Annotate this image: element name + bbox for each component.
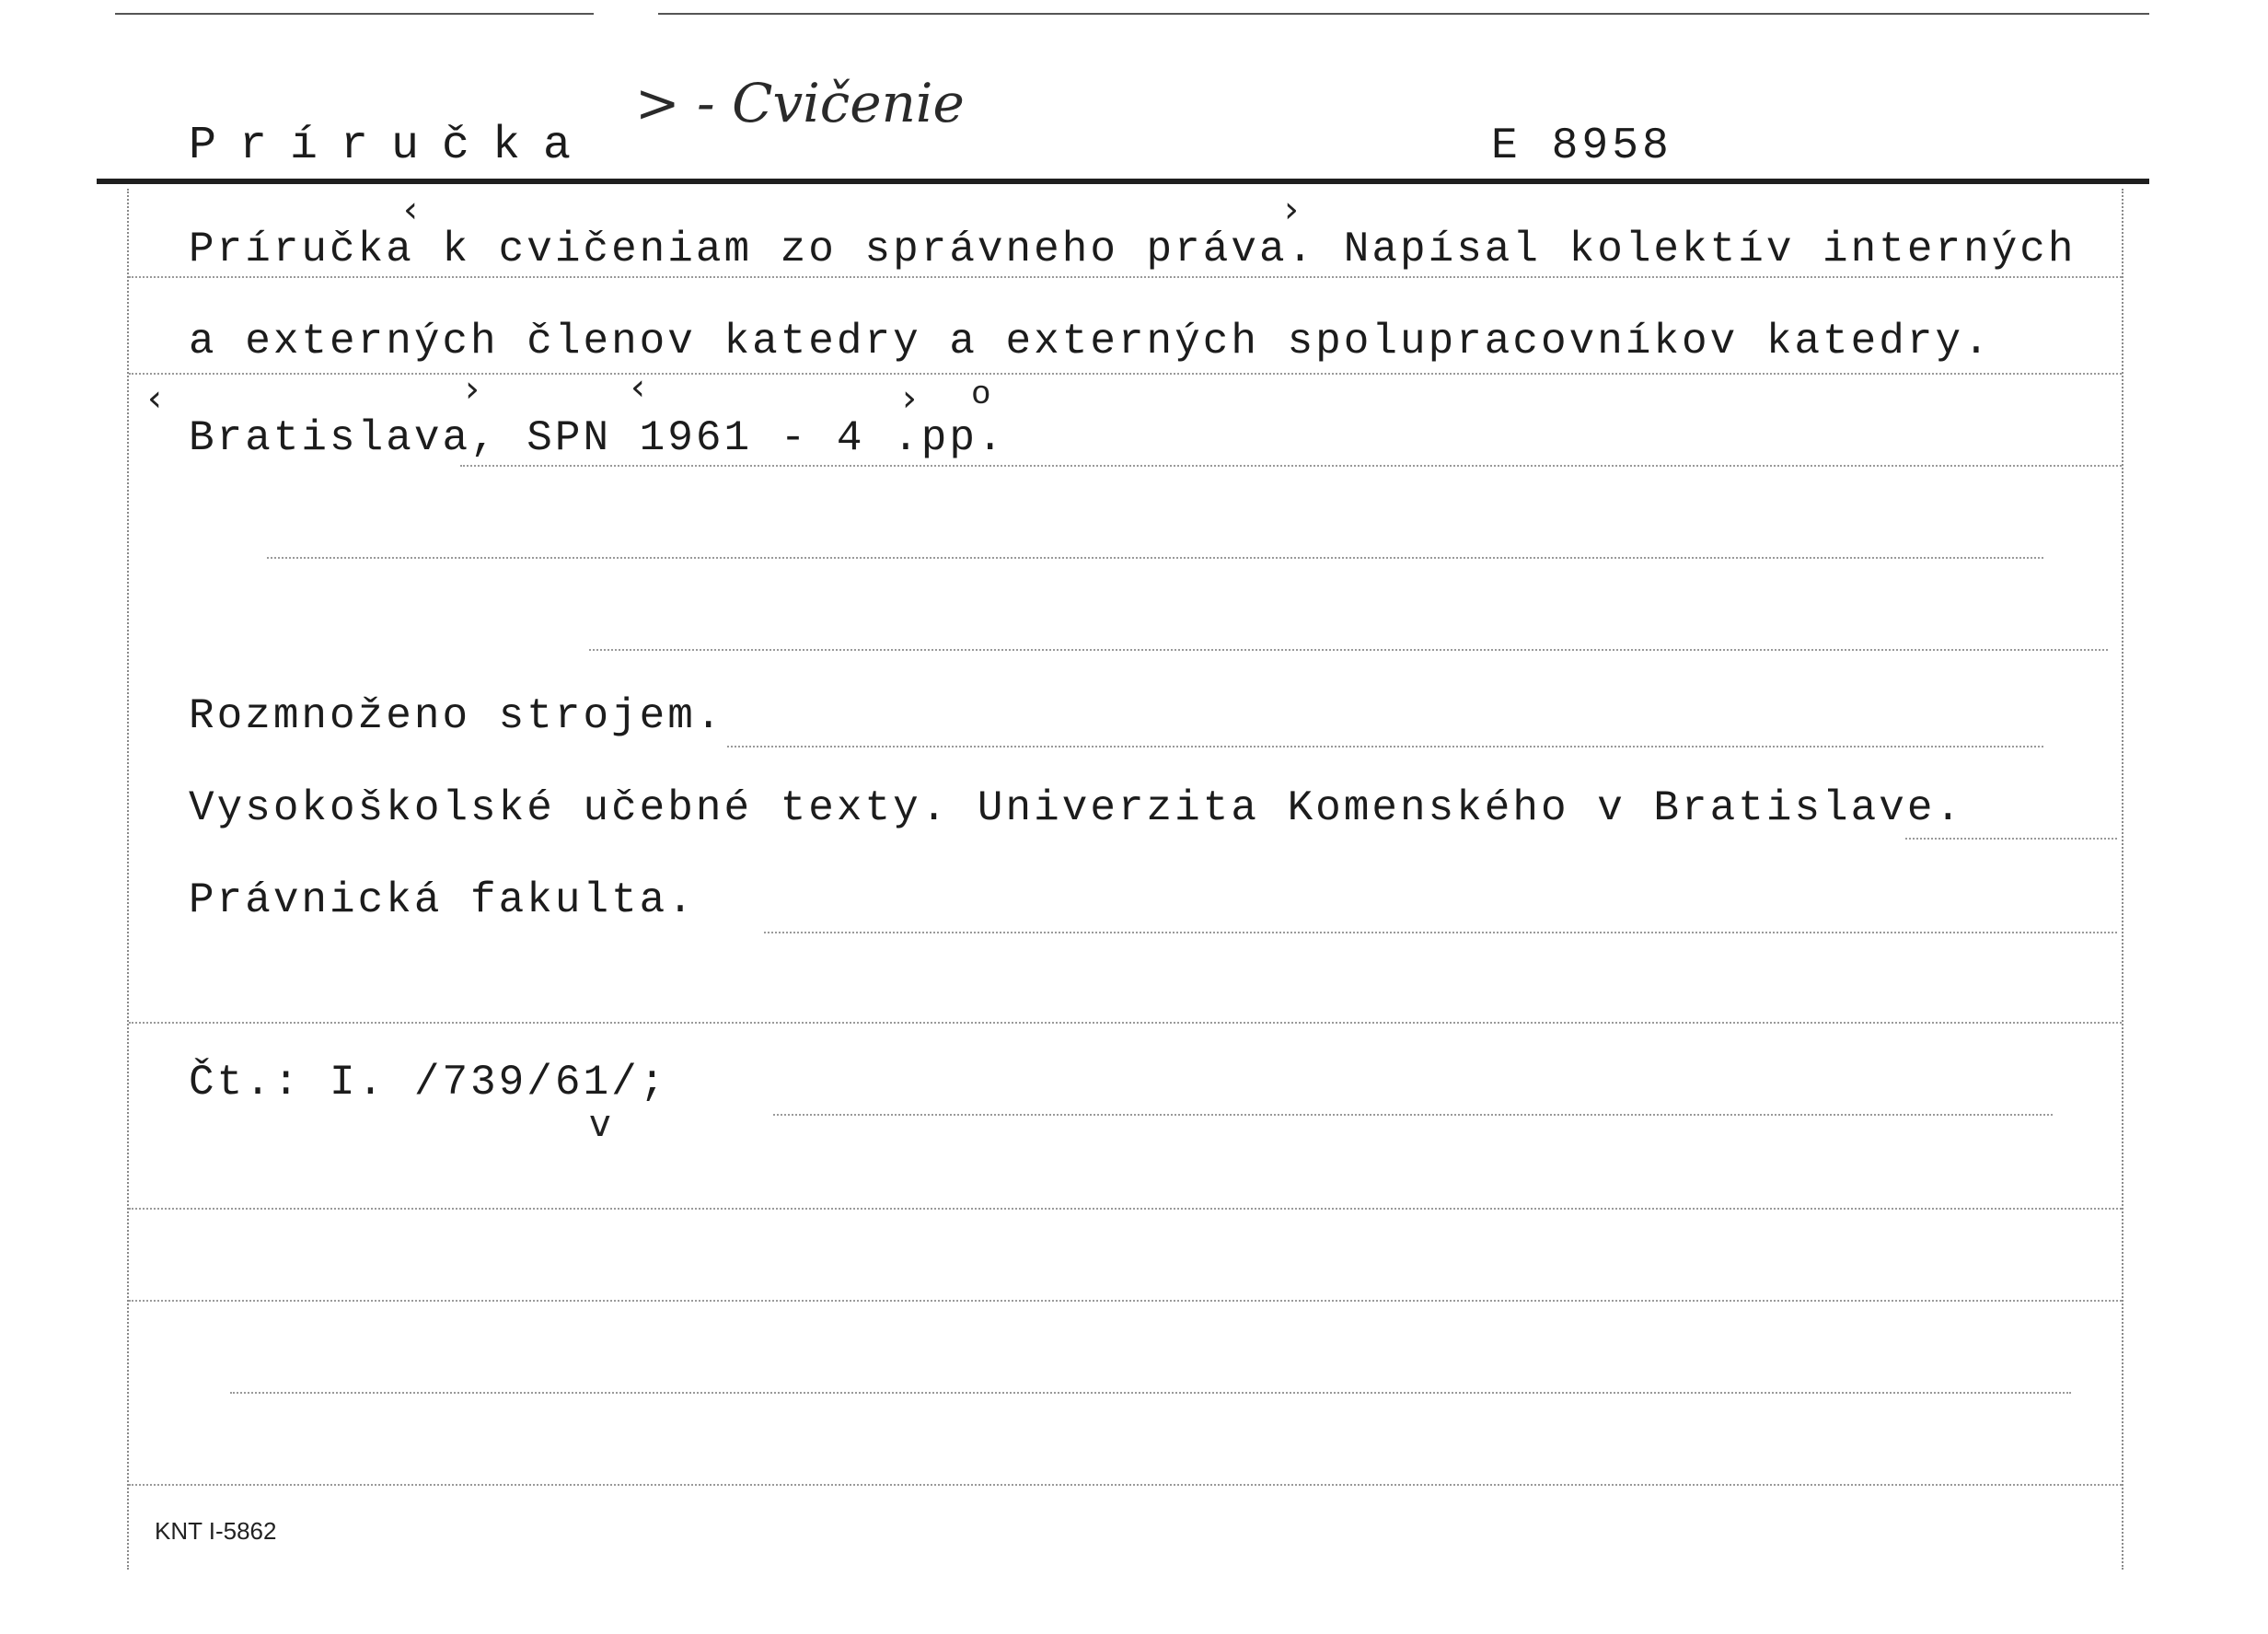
imprint-line: Bratislava, SPN 1961 - 4 .pp. (189, 414, 1006, 462)
dotted-rule (267, 557, 2043, 559)
card-heading: Príručka (189, 120, 595, 172)
dotted-rule (727, 746, 2043, 747)
dotted-rule (129, 1484, 2122, 1486)
top-rule-left (115, 13, 594, 15)
top-rule-right (658, 13, 2149, 15)
close-bracket-mark: › (1284, 189, 1299, 231)
dotted-rule (773, 1114, 2053, 1116)
reading-room-line: Čt.: I. /739/61/; (189, 1059, 668, 1107)
bracket-marker-2: ‹ (631, 366, 645, 409)
bracket-marker-3: › (902, 377, 917, 420)
check-mark: v (589, 1103, 611, 1145)
format-superscript: o (971, 376, 991, 413)
dotted-rule (1905, 838, 2117, 840)
dotted-rule (129, 1022, 2122, 1024)
dotted-rule (230, 1392, 2071, 1394)
left-marker: ‹ (147, 377, 162, 420)
note-line-reproduction: Rozmnoženo strojem. (189, 692, 724, 740)
call-number: E 8958 (1491, 122, 1672, 171)
dotted-rule (129, 1208, 2122, 1210)
handwritten-annotation: > - Cvičenie (635, 72, 965, 134)
dotted-rule (460, 465, 2122, 467)
description-line-1: Príručka k cvičeniam zo správneho práva. Napísal kolektív interných (189, 226, 2077, 273)
dotted-rule (129, 276, 2122, 278)
footer-code: KNT I-5862 (155, 1517, 277, 1545)
mid-marker: › (465, 368, 480, 411)
open-bracket-mark: ‹ (403, 189, 418, 231)
dotted-rule (129, 1300, 2122, 1302)
dotted-rule (764, 932, 2117, 933)
series-line-2: Právnická fakulta. (189, 876, 696, 924)
description-line-2: a externých členov katedry a externých spolupracovníkov katedry. (189, 318, 1992, 365)
right-margin-rule (2122, 189, 2123, 1570)
left-margin-rule (127, 189, 129, 1570)
heading-rule (97, 179, 2149, 184)
dotted-rule (589, 649, 2108, 651)
series-line-1: Vysokoškolské učebné texty. Univerzita Komenského v Bratislave. (189, 784, 1964, 832)
dotted-rule (129, 373, 2122, 375)
